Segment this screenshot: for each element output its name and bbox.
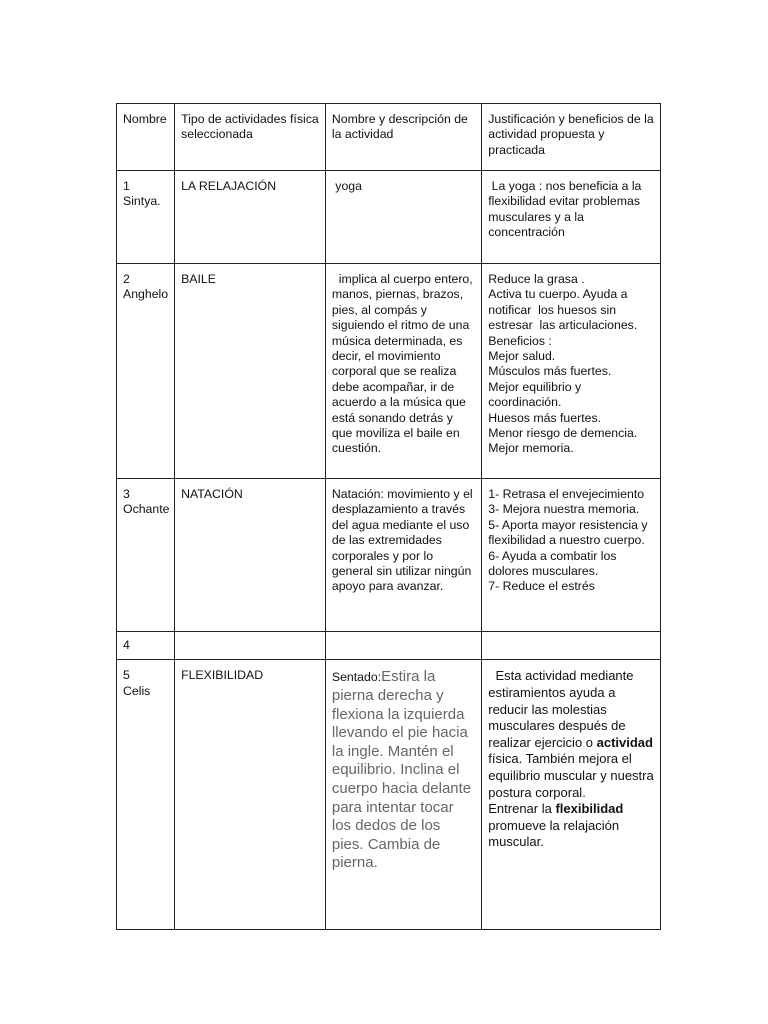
benefit-line: Mejor equilibrio y coordinación.: [488, 379, 585, 410]
benefit-line: 3- Mejora nuestra memoria.: [488, 502, 640, 517]
participant-cell: [117, 171, 175, 264]
benefit-line: Beneficios :: [488, 333, 552, 348]
activity-description: [325, 660, 481, 930]
participant-number: 2: [123, 272, 130, 286]
activity-justification: La yoga : nos beneficia a la flexibilidad evitar problemas musculares y a la concentración: [482, 171, 661, 264]
activity-justification: [482, 632, 661, 660]
header-tipo: Tipo de actividades física seleccionada: [175, 104, 326, 171]
activity-type: [175, 632, 326, 660]
benefit-line: Mejor salud.: [488, 349, 556, 364]
benefit-line: Músculos más fuertes.: [488, 364, 612, 379]
activity-description: yoga: [325, 171, 481, 264]
participant-number: 5: [123, 668, 130, 683]
participant-cell: [117, 479, 175, 632]
benefit-line: Huesos más fuertes.: [488, 410, 602, 425]
participant-number: 1: [123, 179, 130, 193]
participant-number: 3: [123, 487, 130, 501]
activity-type: LA RELAJACIÓN: [175, 171, 326, 264]
header-row: [117, 104, 661, 171]
participant-name: Ochante: [123, 502, 170, 517]
activity-description: [325, 632, 481, 660]
activity-justification: [482, 479, 661, 632]
benefit-line: 1- Retrasa el envejecimiento: [488, 487, 645, 501]
justification-bold-flexibilidad: flexibilidad: [555, 801, 624, 817]
activity-type: BAILE: [175, 264, 326, 479]
benefit-line: 5- Aporta mayor resistencia y flexibilidad a nuestro cuerpo.: [488, 517, 651, 548]
participant-number: 4: [117, 632, 175, 660]
justification-text-4: promueve la relajación muscular.: [488, 801, 627, 850]
participant-cell: [117, 660, 175, 930]
activity-instructions: Estira la pierna derecha y flexiona la izquierda llevando el pie hacia la ingle. Mantén el equilibrio. Inclina el cuerpo hacia delante para intentar tocar los dedos de los pies. Cambia de pierna.: [331, 668, 472, 872]
table-row: [117, 660, 661, 930]
activity-type: FLEXIBILIDAD: [175, 660, 326, 930]
justification-text-1: Esta actividad mediante estiramientos ayuda a reducir las molestias musculares después de realizar ejercicio o: [488, 668, 638, 750]
benefit-line: Mejor memoria.: [488, 441, 574, 456]
activity-description: implica al cuerpo entero, manos, piernas, brazos, pies, al compás y siguiendo el ritmo de una música determinada, es decir, el movimiento corporal que se realiza debe acompañar, ir de acuerdo a la música que está sonando detrás y que moviliza el baile en cuestión.: [325, 264, 481, 479]
activity-justification: [482, 660, 661, 930]
header-descripcion: Nombre y descripción de la actividad: [325, 104, 481, 171]
participant-name: Anghelo: [123, 287, 169, 302]
table-row: [117, 264, 661, 479]
participant-cell: [117, 264, 175, 479]
table-row: [117, 171, 661, 264]
justification-bold-actividad: actividad: [596, 734, 653, 750]
participant-name: Celis: [123, 683, 151, 698]
activity-justification: [482, 264, 661, 479]
benefit-line: 6- Ayuda a combatir los dolores musculares.: [488, 548, 620, 579]
table-row: [117, 632, 661, 660]
header-justificacion: Justificación y beneficios de la actividad propuesta y practicada: [482, 104, 661, 171]
activity-label: Sentado:: [331, 670, 382, 685]
activity-description: Natación: movimiento y el desplazamiento a través del agua mediante el uso de las extremidades corporales y por lo general sin utilizar ningún apoyo para avanzar.: [325, 479, 481, 632]
benefit-line: Reduce la grasa .: [488, 272, 585, 286]
participant-name: Sintya.: [123, 194, 161, 209]
header-nombre: Nombre: [117, 104, 175, 171]
table-row: [117, 479, 661, 632]
benefit-line: 7- Reduce el estrés: [488, 579, 595, 594]
justification-text-2: física. También mejora el equilibrio muscular y nuestra postura corporal.: [488, 734, 658, 800]
activity-type: NATACIÓN: [175, 479, 326, 632]
benefit-line: Menor riesgo de demencia.: [488, 426, 638, 441]
justification-text-3: Entrenar la: [488, 801, 556, 817]
activities-table: [116, 103, 661, 930]
benefit-line: Activa tu cuerpo. Ayuda a notificar los huesos sin estresar las articulaciones.: [488, 287, 638, 333]
